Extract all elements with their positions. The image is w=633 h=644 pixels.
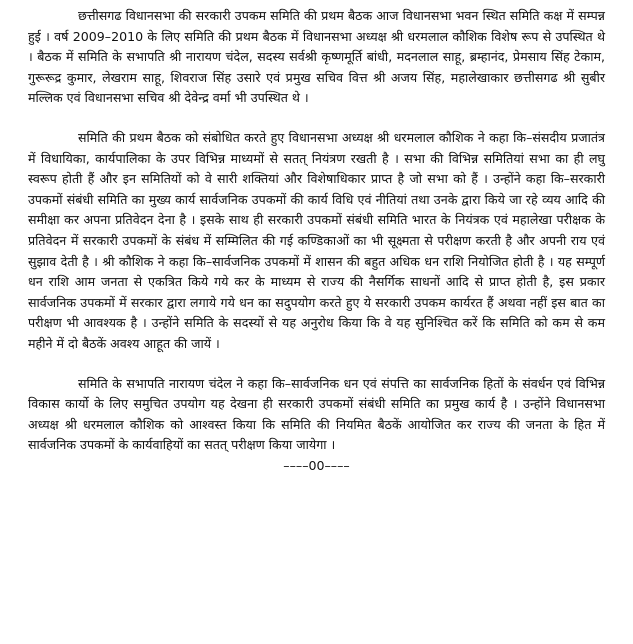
paragraph-meeting-intro: छत्तीसगढ विधानसभा की सरकारी उपकम समिति की प्रथम बैठक आज विधानसभा भवन स्थित समिति कक्ष में सम्पन्न हुई । वर्ष 2009–2010 के लिए समिति की प्रथम बैठक में विधानसभा अध्यक्ष श्री धरमलाल कौशिक विशेष रूप से उपस्थित थे । बैठक में समिति के सभापति श्री नारायण चंदेल, सदस्य सर्वश्री कृष्णमूर्ति बांधी, मदनलाल साहू, ब्रम्हानंद, प्रेमसाय सिंह टेकाम, गुरूरूद्र कुमार, लेखराम साहू, शिवराज सिंह उसारे एवं प्रमुख सचिव वित्त श्री अजय सिंह, महालेखाकार छत्तीसगढ श्री सुबीर मल्लिक एवं विधानसभा सचिव श्री देवेन्द्र वर्मा भी उपस्थित थे । — [28, 8, 605, 106]
paragraph-speaker-address: समिति की प्रथम बैठक को संबोधित करते हुए विधानसभा अध्यक्ष श्री धरमलाल कौशिक ने कहा कि–संसदीय प्रजातंत्र में विधायिका, कार्यपालिका के उपर विभिन्न माध्यमों से सतत् नियंत्रण रखती है । सभा की विभिन्न समितियां सभा का ही लघु स्वरूप होती हैं और इन समितियों को वे सारी शक्तियां और विशेषाधिकार प्राप्त है जो सभा को हैं । उन्होंने कहा कि–सरकारी उपकमों संबंधी समिति का मुख्य कार्य सार्वजनिक उपकमों की कार्य विधि एवं नीतियां तथा उनके द्वारा किये जा रहे व्यय आदि की समीक्षा कर अपना प्रतिवेदन देना है । इसके साथ ही सरकारी उपकमों संबंधी समिति भारत के नियंत्रक एवं महालेखा परीक्षक के प्रतिवेदन में सरकारी उपकमों के संबंध में सम्मिलित की गई कण्डिकाओं का भी सूक्ष्मता से परीक्षण करती है और अपनी राय एवं सुझाव देती है । श्री कौशिक ने कहा कि–सार्वजनिक उपकमों में शासन की बहुत अधिक धन राशि नियोजित होती है । यह सम्पूर्ण धन राशि आम जनता से एकत्रित किये गये कर के माध्यम से राज्य की नैसर्गिक साधनों आदि से प्राप्त होती है, इस प्रकार सार्वजनिक उपकमों में सरकार द्वारा लगाये गये धन का सदुपयोग करते हुए ये सरकारी उपकम कार्यरत हैं अथवा नहीं इस बात का परीक्षण भी आवश्यक है । उन्होंने समिति के सदस्यों से यह अनुरोध किया कि वे यह सुनिश्चित करें कि समिति को कम से कम महीने में दो बैठकें अवश्य आहूत की जायें । — [28, 129, 605, 351]
closing-mark: ––––00–––– — [283, 457, 350, 473]
paragraph-chairman-remarks: समिति के सभापति नारायण चंदेल ने कहा कि–सार्वजनिक धन एवं संपत्ति का सार्वजनिक हितों के संवर्धन एवं विभिन्न विकास कार्यो के लिए समुचित उपयोग यह देखना ही सरकारी उपकमों संबंधी समिति का प्रमुख कार्य है । उन्होंने विधानसभा अध्यक्ष श्री धरमलाल कौशिक को आश्वस्त किया कि समिति की नियमित बैठकें आयोजित कर राज्य की जनता के हित में सार्वजनिक उपकमों के कार्यवाहियों का सतत् परीक्षण किया जायेगा । — [28, 375, 605, 453]
